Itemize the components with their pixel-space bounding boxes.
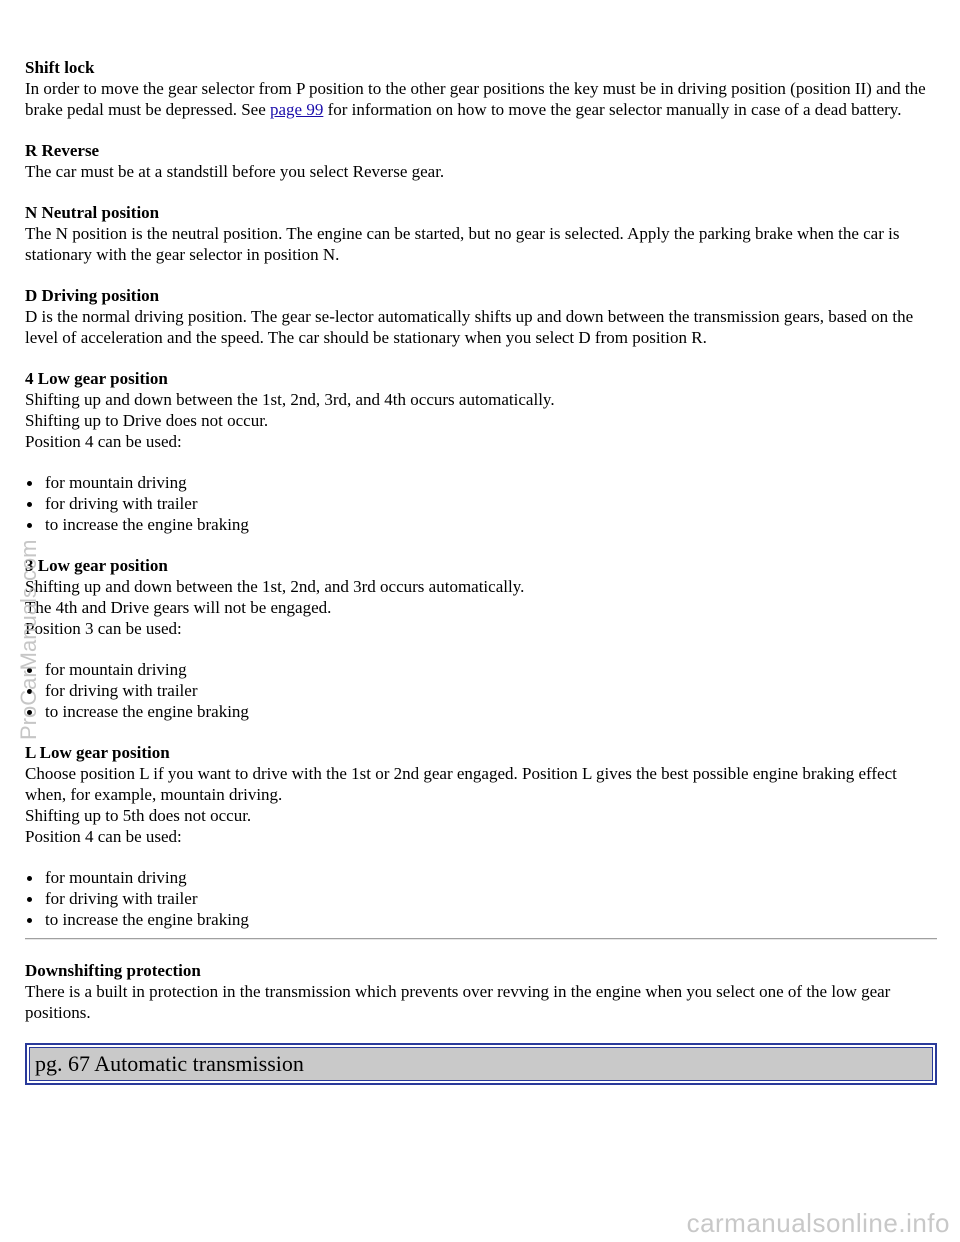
- section-reverse: [25, 140, 937, 182]
- list-item: [25, 514, 937, 535]
- bullet-icon: [27, 876, 32, 881]
- list-item: [25, 659, 937, 680]
- section-low-3: [25, 555, 937, 722]
- lowl-line: Position 4 can be used:: [25, 827, 182, 846]
- shift-lock-text-end: for information on how to move the gear selector manually in case of a dead battery.: [323, 100, 902, 119]
- downshift-text: There is a built in protection in the transmission which prevents over revving in the engine when you select one of the low gear positions.: [25, 982, 891, 1022]
- watermark-carmanualsonline: carmanualsonline.info: [686, 1208, 950, 1238]
- manual-page: [25, 57, 937, 1085]
- low3-line: Shifting up and down between the 1st, 2nd, and 3rd occurs automatically.: [25, 577, 525, 596]
- list-item: [25, 680, 937, 701]
- low4-bullet-list: [25, 472, 937, 535]
- list-item-text: to increase the engine braking: [45, 515, 249, 534]
- section-low-4: [25, 368, 937, 535]
- section-shift-lock: [25, 57, 937, 120]
- page-footer-bar: [25, 1043, 937, 1085]
- bullet-icon: [27, 897, 32, 902]
- section-downshifting: [25, 960, 937, 1023]
- list-item-text: for driving with trailer: [45, 494, 198, 513]
- neutral-text: The N position is the neutral position. The engine can be started, but no gear is selected. Apply the parking brake when the car is stationary with the gear selector in position N.: [25, 224, 900, 264]
- list-item: [25, 867, 937, 888]
- list-item: [25, 493, 937, 514]
- list-item-text: for mountain driving: [45, 473, 187, 492]
- watermark-procarmanuals: [18, 510, 48, 740]
- lowl-line: Choose position L if you want to drive with the 1st or 2nd gear engaged. Position L gives the best possible engine braking effect when, for example, mountain driving.: [25, 764, 897, 804]
- watermark-left-text: ProCarManuals.com: [16, 539, 41, 740]
- low4-line: Shifting up to Drive does not occur.: [25, 411, 269, 430]
- bullet-icon: [27, 502, 32, 507]
- list-item-text: for driving with trailer: [45, 681, 198, 700]
- page-footer-label: pg. 67 Automatic transmission: [29, 1047, 933, 1081]
- list-item: [25, 472, 937, 493]
- lowl-line: Shifting up to 5th does not occur.: [25, 806, 252, 825]
- section-divider: [25, 938, 937, 940]
- shift-lock-heading: Shift lock: [25, 58, 95, 77]
- list-item-text: to increase the engine braking: [45, 910, 249, 929]
- downshift-heading: Downshifting protection: [25, 961, 201, 980]
- bullet-icon: [27, 481, 32, 486]
- low3-heading: 3 Low gear position: [25, 556, 168, 575]
- list-item-text: for mountain driving: [45, 660, 187, 679]
- list-item-text: to increase the engine braking: [45, 702, 249, 721]
- low4-heading: 4 Low gear position: [25, 369, 168, 388]
- shift-lock-text-start: In order to move the gear selector from P position to the other gear positions the key must be in driving position (position II) and the brake pedal must be depressed. See: [25, 79, 926, 119]
- section-low-l: [25, 742, 937, 930]
- list-item-text: for driving with trailer: [45, 889, 198, 908]
- shift-lock-text: [25, 78, 937, 120]
- low4-line: Shifting up and down between the 1st, 2nd, 3rd, and 4th occurs automatically.: [25, 390, 555, 409]
- lowl-heading: L Low gear position: [25, 743, 170, 762]
- lowl-bullet-list: [25, 867, 937, 930]
- section-neutral: [25, 202, 937, 265]
- section-drive: [25, 285, 937, 348]
- bullet-icon: [27, 918, 32, 923]
- low3-line: The 4th and Drive gears will not be engaged.: [25, 598, 332, 617]
- drive-text: D is the normal driving position. The gear se-lector automatically shifts up and down between the transmission gears, based on the level of acceleration and the speed. The car should be stationary when you select D from position R.: [25, 307, 914, 347]
- reverse-text: The car must be at a standstill before you select Reverse gear.: [25, 162, 445, 181]
- reverse-heading: R Reverse: [25, 141, 100, 160]
- list-item-text: for mountain driving: [45, 868, 187, 887]
- list-item: [25, 701, 937, 722]
- low4-line: Position 4 can be used:: [25, 432, 182, 451]
- low3-line: Position 3 can be used:: [25, 619, 182, 638]
- page-99-link[interactable]: page 99: [270, 100, 324, 119]
- low3-bullet-list: [25, 659, 937, 722]
- drive-heading: D Driving position: [25, 286, 160, 305]
- list-item: [25, 888, 937, 909]
- neutral-heading: N Neutral position: [25, 203, 160, 222]
- list-item: [25, 909, 937, 930]
